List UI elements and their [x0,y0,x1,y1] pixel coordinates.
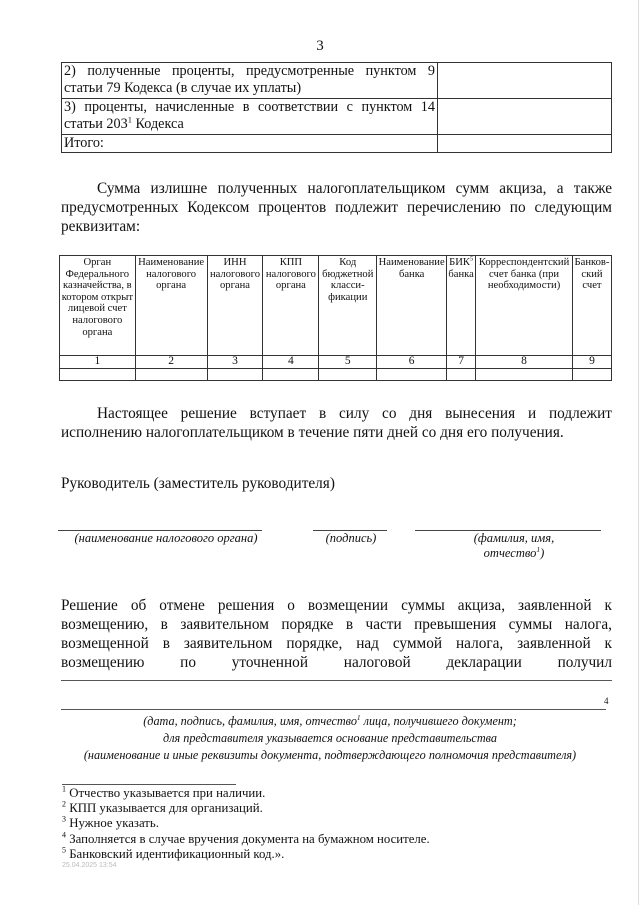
paragraph-receipt: Решение об отмене решения о возмещении суммы акциза, заявленной к возмещению, в заявительном порядке в части превышения суммы налога, возмещенной в заявительном порядке, над суммой налога, заявленной к возмещению по уточненной налоговой декларации получил [61,597,612,671]
row-label-line: 2) полученные проценты, предусмотренные пунктом 9 [64,63,435,79]
footnote-separator [62,784,236,785]
table-row [60,369,612,381]
receipt-line [61,680,612,681]
column-header: Орган Федерального казначейства, в котором открыт лицевой счет налогового органа [60,256,136,356]
signatory-title: Руководитель (заместитель руководителя) [61,475,335,492]
row-value [438,63,612,99]
column-number: 5 [319,356,377,369]
summary-table [61,62,612,153]
row-label: Итого: [62,135,438,153]
footnote [62,832,430,847]
row-label [62,99,438,135]
table-row [62,99,612,135]
table-cell [319,369,377,381]
footnote-text: Банковский идентификационный код.». [66,846,285,861]
footnote-text: Заполняется в случае вручения документа на бумажном носителе. [66,831,430,846]
footnote-mark: 5 [62,845,66,855]
table-cell [476,369,573,381]
page-edge [638,0,639,905]
footnote-ref: 1 [356,712,361,722]
column-number: 4 [263,356,319,369]
column-header-text: БИК [449,257,470,268]
receipt-line [61,709,606,710]
column-header: Наименование налогового органа [135,256,207,356]
org-name-caption: (наименование налогового органа) [74,531,258,545]
row-label-line: статьи 79 Кодекса (в случае их уплаты) [64,80,302,96]
caption-line: (фамилия, имя, [473,531,555,545]
column-header [447,256,476,356]
column-header: Корреспондентский счет банка (при необходимости) [476,256,573,356]
full-name-caption [430,531,598,561]
row-label-line [64,116,184,132]
table-cell [263,369,319,381]
table-cell [447,369,476,381]
signature-caption: (подпись) [325,531,377,545]
footnote-mark: 3 [62,815,66,825]
table-cell [60,369,136,381]
footnote [62,786,430,801]
table-cell [135,369,207,381]
table-row-total [62,135,612,153]
table-header-row [60,256,612,356]
row-label-text: статьи 203 [64,116,128,132]
caption-line: (наименование и иные реквизиты документа, подтверждающего полномочия представителя) [83,748,577,762]
column-number-row [60,356,612,369]
row-label-text: Кодекса [131,116,184,132]
footnote-ref: 1 [127,114,132,125]
receipt-caption [40,713,620,764]
footnote-ref: 1 [536,544,541,554]
footnote-text: КПП указывается для организаций. [66,801,263,816]
footnote-text: Нужное указать. [66,816,159,831]
caption-text: (дата, подпись, фамилия, имя, отчество [143,714,357,728]
print-stamp [62,861,117,871]
footnote-mark: 4 [62,830,66,840]
footnote [62,816,430,831]
caption-line: для представителя указывается основание представительства [163,731,497,745]
table-row [62,63,612,99]
footnote-ref: 5 [469,255,474,263]
footnote-mark: 2 [62,799,66,809]
column-header: Банков-ский счет [572,256,611,356]
stamp-timestamp: 25.04.2025 13:54 [62,862,117,869]
column-header: Код бюджетной класси-фикации [319,256,377,356]
column-number: 7 [447,356,476,369]
column-number: 3 [207,356,263,369]
footnote-text: Отчество указывается при наличии. [66,786,266,800]
paragraph-transfer: Сумма излишне полученных налогоплательщиком сумм акциза, а также предусмотренных Кодексом процентов подлежит перечислению по следующим реквизитам: [61,180,612,235]
caption-line [430,546,598,561]
column-header: ИНН налогового органа [207,256,263,356]
page-number: 3 [316,38,324,54]
paragraph-effective: Настоящее решение вступает в силу со дня вынесения и подлежит исполнению налогоплательщиком в течение пяти дней со дня его получения. [61,405,612,441]
footnote [62,801,430,816]
table-cell [207,369,263,381]
caption-text: ) [540,546,545,560]
table-cell [377,369,447,381]
row-label-line: 3) проценты, начисленные в соответствии с пунктом 14 [64,99,435,115]
column-number: 9 [572,356,611,369]
footnote-ref: 4 [604,696,609,706]
column-number: 6 [377,356,447,369]
column-number: 1 [60,356,136,369]
footnote-mark: 1 [62,784,66,794]
column-header: КПП налогового органа [263,256,319,356]
row-label [62,63,438,99]
row-value [438,99,612,135]
caption-text: отчество [483,546,537,560]
column-number: 2 [135,356,207,369]
caption-text: лица, получившего документ; [360,714,517,728]
column-header: Наименование банка [377,256,447,356]
footnote [62,847,430,862]
column-header-text: банка [448,268,474,280]
row-value [438,135,612,153]
requisites-table [59,255,612,381]
footnotes [62,786,430,862]
caption-line [40,713,620,730]
table-cell [572,369,611,381]
column-number: 8 [476,356,573,369]
